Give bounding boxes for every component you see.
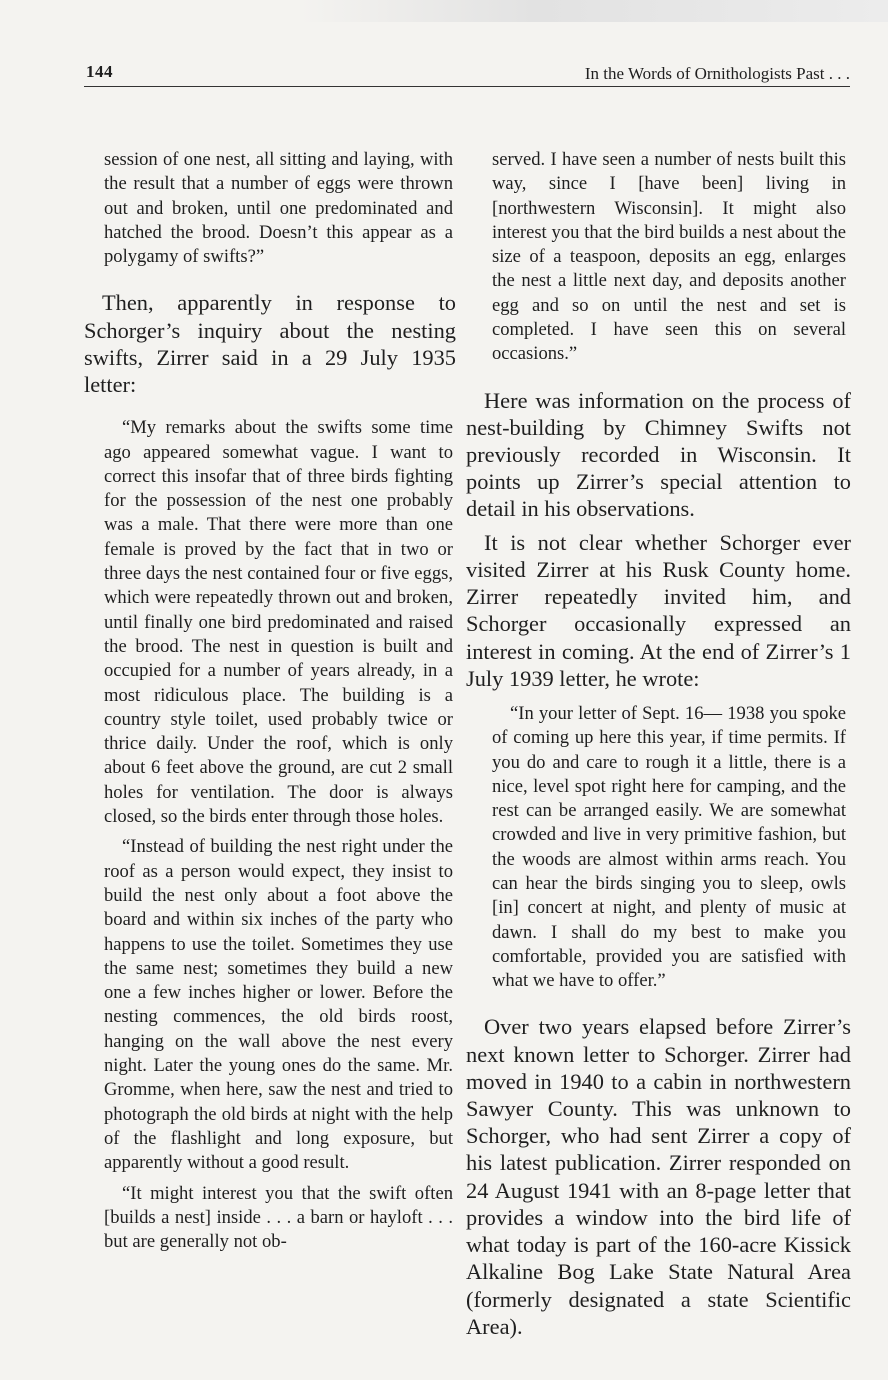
body-paragraph: Over two years elapsed before Zirrer’s next known letter to Schorger. Zirrer had moved in 1940 to a cabin in northwestern Sawyer County. This was unknown to Schorger, who had sent Zirrer a copy of his latest publication. Zirrer responded on 24 August 1941 with an 8-page letter that provides a window into the bird life of what today is part of the 160-acre Kissick Alkaline Bog Lake State Natural Area (formerly designated a state Scientific Area).	[466, 1014, 851, 1339]
body-paragraph: Here was information on the process of nest-building by Chimney Swifts not previously recorded in Wisconsin. It points up Zirrer’s special attention to detail in his observations.	[466, 387, 851, 522]
quote-paragraph: “In your letter of Sept. 16— 1938 you spoke of coming up here this year, if time permits. If you do and care to rough it a little, there is a nice, level spot right here for camping, and the rest can be arranged easily. We are somewhat crowded and live in very primitive fashion, but the woods are almost within arms reach. You can hear the birds singing you to sleep, owls [in] concert at night, and plenty of music at dawn. I shall do my best to make you comfortable, provided you are satisfied with what we have to offer.”	[492, 702, 846, 992]
right-column	[466, 148, 851, 1340]
page-number: 144	[86, 62, 113, 81]
scan-shadow	[300, 0, 888, 22]
body-paragraph: It is not clear whether Schorger ever visited Zirrer at his Rusk County home. Zirrer repeatedly invited him, and Schorger occasionally expressed an interest in coming. At the end of Zirrer’s 1 July 1939 letter, he wrote:	[466, 529, 851, 691]
quote-paragraph: “Instead of building the nest right under the roof as a person would expect, they insist to build the nest only about a foot above the board and within six inches of the party who happens to use the toilet. Sometimes they use the same nest; sometimes they build a new one a few inches higher or lower. Before the nesting commences, the old birds roost, hanging on the wall above the nest every night. Later the young ones do the same. Mr. Gromme, when here, saw the nest and tried to photograph the old birds at night with the help of the flashlight and long exposure, but apparently without a good result.	[104, 836, 453, 1174]
quote-paragraph: “My remarks about the swifts some time ago appeared somewhat vague. I want to correct this insofar that of three birds fighting for the possession of the nest one probably was a male. That there were more than one female is proved by the fact that in two or three days the nest contained four or five eggs, which were repeatedly thrown out and broken, until finally one bird predominated and raised the brood. The nest in question is built and occupied for a number of years already, in a most ridiculous place. The building is a country style toilet, used probably twice or thrice daily. Under the roof, which is only about 6 feet above the ground, are cut 2 small holes for ventilation. The door is always closed, so the birds enter through those holes.	[104, 417, 453, 828]
page-header	[84, 62, 850, 87]
running-head: In the Words of Ornithologists Past . . .	[584, 64, 850, 83]
quote-paragraph: “It might interest you that the swift often [builds a nest] inside . . . a barn or hayloft . . . but are generally not ob-	[104, 1182, 453, 1253]
quote-paragraph: served. I have seen a number of nests built this way, since I [have been] living in [northwestern Wisconsin]. It might also interest you that the bird builds a nest about the size of a teaspoon, deposits an egg, enlarges the nest a little next day, and deposits another egg and so on until the nest and set is completed. I have seen this on several occasions.”	[492, 149, 846, 365]
quote-paragraph: session of one nest, all sitting and laying, with the result that a number of eggs were thrown out and broken, until one predominated and hatched the brood. Doesn’t this appear as a polygamy of swifts?”	[104, 149, 453, 268]
left-column	[84, 148, 456, 1254]
body-paragraph: Then, apparently in response to Schorger’s inquiry about the nesting swifts, Zirrer said in a 29 July 1935 letter:	[84, 290, 456, 398]
